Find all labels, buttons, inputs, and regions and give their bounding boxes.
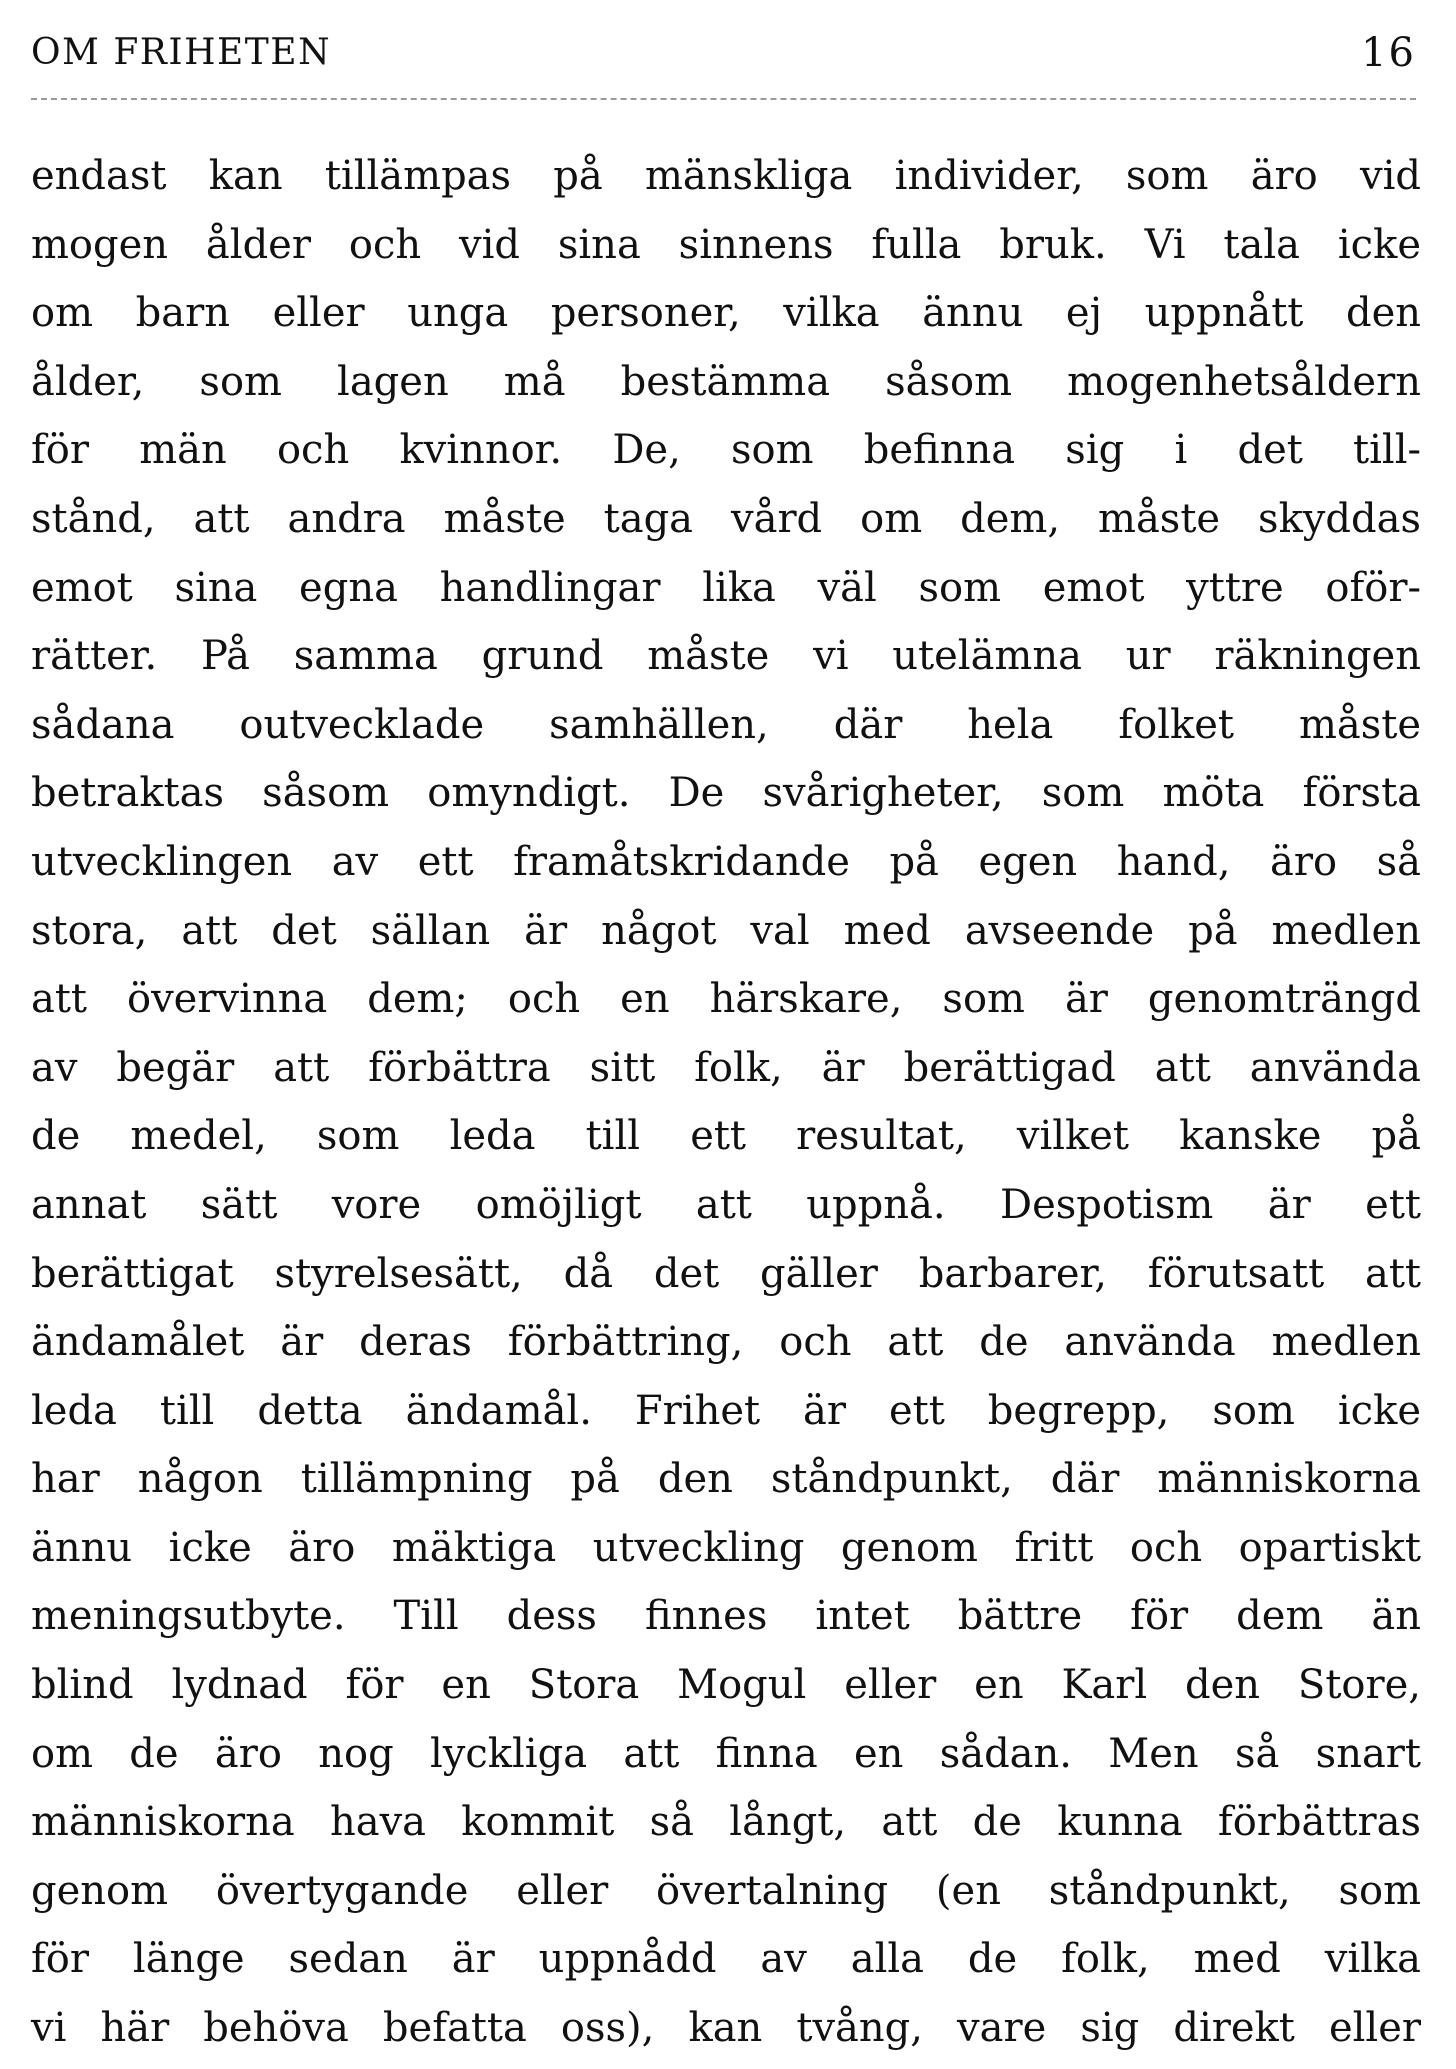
text-line-5: för män och kvinnor. De, som befinna sig i det till-: [31, 427, 1421, 474]
text-line-3: om barn eller unga personer, vilka ännu ej uppnått den: [31, 290, 1421, 337]
text-line-25: människorna hava kommit så långt, att de kunna förbättras: [31, 1799, 1421, 1846]
text-line-14: av begär att förbättra sitt folk, är berättigad att använda: [31, 1044, 1421, 1091]
text-line-17: berättigat styrelsesätt, då det gäller barbarer, förutsatt att: [31, 1250, 1421, 1297]
text-line-4: ålder, som lagen må bestämma såsom mogenhetsåldern: [31, 358, 1421, 405]
text-line-21: ännu icke äro mäktiga utveckling genom fritt och opartiskt: [31, 1524, 1421, 1571]
text-line-13: att övervinna dem; och en härskare, som är genomträngd: [31, 976, 1421, 1023]
text-line-19: leda till detta ändamål. Frihet är ett begrepp, som icke: [31, 1387, 1421, 1434]
text-line-11: utvecklingen av ett framåtskridande på egen hand, äro så: [31, 838, 1421, 885]
text-line-24: om de äro nog lyckliga att finna en sådan. Men så snart: [31, 1730, 1421, 1777]
header-rule: [31, 98, 1416, 100]
text-line-8: rätter. På samma grund måste vi utelämna ur räkningen: [31, 633, 1421, 680]
text-line-9: sådana outvecklade samhällen, där hela folket måste: [31, 701, 1421, 748]
running-head: [31, 28, 1416, 78]
text-line-27: för länge sedan är uppnådd av alla de folk, med vilka: [31, 1936, 1421, 1983]
text-line-22: meningsutbyte. Till dess finnes intet bättre för dem än: [31, 1593, 1421, 1640]
text-line-20: har någon tillämpning på den ståndpunkt, där människorna: [31, 1456, 1421, 1503]
text-line-18: ändamålet är deras förbättring, och att de använda medlen: [31, 1319, 1421, 1366]
text-line-6: stånd, att andra måste taga vård om dem, måste skyddas: [31, 495, 1421, 542]
text-line-1: endast kan tillämpas på mänskliga individer, som äro vid: [31, 153, 1421, 199]
text-line-23: blind lydnad för en Stora Mogul eller en Karl den Store,: [31, 1662, 1421, 1709]
body-text: [31, 142, 1421, 2063]
text-line-15: de medel, som leda till ett resultat, vilket kanske på: [31, 1113, 1421, 1160]
text-line-2: mogen ålder och vid sina sinnens fulla bruk. Vi tala icke: [31, 221, 1421, 268]
text-line-7: emot sina egna handlingar lika väl som emot yttre oför-: [31, 564, 1421, 611]
text-line-28: vi här behöva befatta oss), kan tvång, vare sig direkt eller: [31, 2005, 1421, 2052]
text-line-12: stora, att det sällan är något val med avseende på medlen: [31, 907, 1421, 954]
page-number: 16: [1361, 30, 1416, 76]
text-line-10: betraktas såsom omyndigt. De svårigheter, som möta första: [31, 770, 1421, 817]
text-line-16: annat sätt vore omöjligt att uppnå. Despotism är ett: [31, 1181, 1421, 1228]
text-line-26: genom övertygande eller övertalning (en ståndpunkt, som: [31, 1867, 1421, 1914]
running-title: OM FRIHETEN: [31, 32, 332, 73]
